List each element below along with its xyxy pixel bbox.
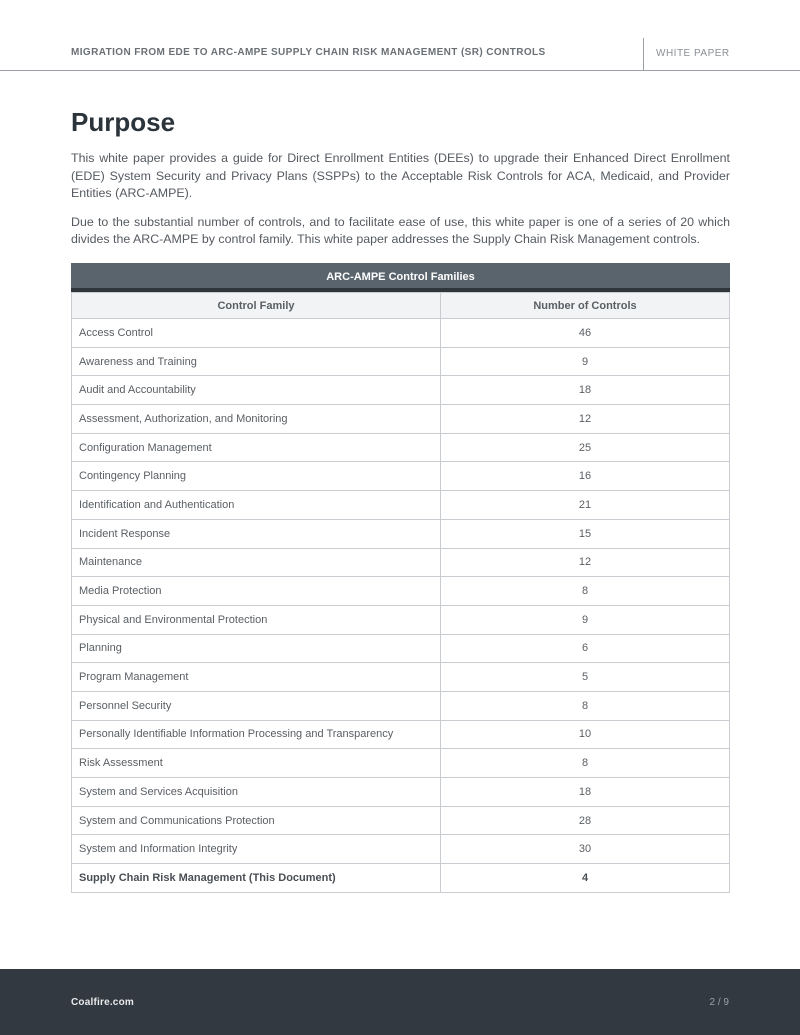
table-row (72, 433, 730, 462)
table-row (72, 548, 730, 577)
main-content (71, 105, 730, 249)
document-title: MIGRATION FROM EDE TO ARC-AMPE SUPPLY CHAIN RISK MANAGEMENT (SR) CONTROLS (71, 47, 546, 58)
table-row (72, 462, 730, 491)
document-type-label: WHITE PAPER (656, 48, 730, 59)
table-caption: ARC-AMPE Control Families (71, 263, 730, 292)
table-row (72, 319, 730, 348)
control-families-table (71, 263, 730, 893)
control-count-cell: 12 (441, 548, 730, 577)
table-body (72, 319, 730, 893)
header-divider (643, 38, 644, 71)
page-header (0, 0, 800, 71)
control-family-cell: Contingency Planning (72, 462, 441, 491)
control-family-cell: Access Control (72, 319, 441, 348)
table-row (72, 835, 730, 864)
control-count-cell: 8 (441, 749, 730, 778)
table-row (72, 720, 730, 749)
control-count-cell: 9 (441, 347, 730, 376)
control-family-cell: Media Protection (72, 577, 441, 606)
control-family-cell: Personally Identifiable Information Processing and Transparency (72, 720, 441, 749)
table-row (72, 347, 730, 376)
control-family-cell: Program Management (72, 663, 441, 692)
control-count-cell: 28 (441, 806, 730, 835)
section-heading: Purpose (71, 107, 176, 137)
table-header-row (72, 293, 730, 319)
footer-website: Coalfire.com (71, 997, 134, 1008)
control-count-cell: 9 (441, 605, 730, 634)
table-row (72, 778, 730, 807)
control-count-cell: 4 (441, 864, 730, 893)
control-family-cell: Physical and Environmental Protection (72, 605, 441, 634)
control-family-cell: Incident Response (72, 519, 441, 548)
control-family-cell: Configuration Management (72, 433, 441, 462)
table-row (72, 749, 730, 778)
control-family-cell: System and Communications Protection (72, 806, 441, 835)
table-row (72, 806, 730, 835)
control-count-cell: 30 (441, 835, 730, 864)
purpose-paragraph-2: Due to the substantial number of controls, and to facilitate ease of use, this white paper is one of a series of 20 which divides the ARC-AMPE by control family. This white paper addresses the Supply Chain Risk Management controls. (71, 214, 730, 246)
page-footer (0, 969, 800, 1035)
table-row (72, 634, 730, 663)
control-family-cell: Audit and Accountability (72, 376, 441, 405)
table-row (72, 577, 730, 606)
purpose-paragraph-1: This white paper provides a guide for Direct Enrollment Entities (DEEs) to upgrade their Enhanced Direct Enrollment (EDE) System Security and Privacy Plans (SSPPs) to the Acceptable Risk Controls for ACA, Medicaid, and Provider Entities (ARC-AMPE). (71, 151, 730, 200)
table-row (72, 605, 730, 634)
control-count-cell: 46 (441, 319, 730, 348)
table-row (72, 491, 730, 520)
control-count-cell: 25 (441, 433, 730, 462)
control-family-cell: Risk Assessment (72, 749, 441, 778)
control-family-cell: Assessment, Authorization, and Monitoring (72, 405, 441, 434)
control-count-cell: 10 (441, 720, 730, 749)
control-family-cell: Personnel Security (72, 691, 441, 720)
control-family-cell: System and Services Acquisition (72, 778, 441, 807)
column-header-count: Number of Controls (441, 293, 730, 319)
control-family-cell: Planning (72, 634, 441, 663)
control-family-cell: Supply Chain Risk Management (This Document) (72, 864, 441, 893)
control-count-cell: 5 (441, 663, 730, 692)
table-row (72, 691, 730, 720)
table-row (72, 663, 730, 692)
control-count-cell: 8 (441, 577, 730, 606)
column-header-family: Control Family (72, 293, 441, 319)
page-number: 2 / 9 (709, 997, 729, 1008)
control-family-cell: Awareness and Training (72, 347, 441, 376)
control-count-cell: 15 (441, 519, 730, 548)
control-family-cell: System and Information Integrity (72, 835, 441, 864)
control-count-cell: 6 (441, 634, 730, 663)
control-family-cell: Identification and Authentication (72, 491, 441, 520)
control-count-cell: 16 (441, 462, 730, 491)
table-row (72, 405, 730, 434)
table-row (72, 864, 730, 893)
control-count-cell: 8 (441, 691, 730, 720)
table-row (72, 519, 730, 548)
control-count-cell: 12 (441, 405, 730, 434)
control-count-cell: 18 (441, 778, 730, 807)
control-family-cell: Maintenance (72, 548, 441, 577)
table-row (72, 376, 730, 405)
control-count-cell: 21 (441, 491, 730, 520)
control-count-cell: 18 (441, 376, 730, 405)
